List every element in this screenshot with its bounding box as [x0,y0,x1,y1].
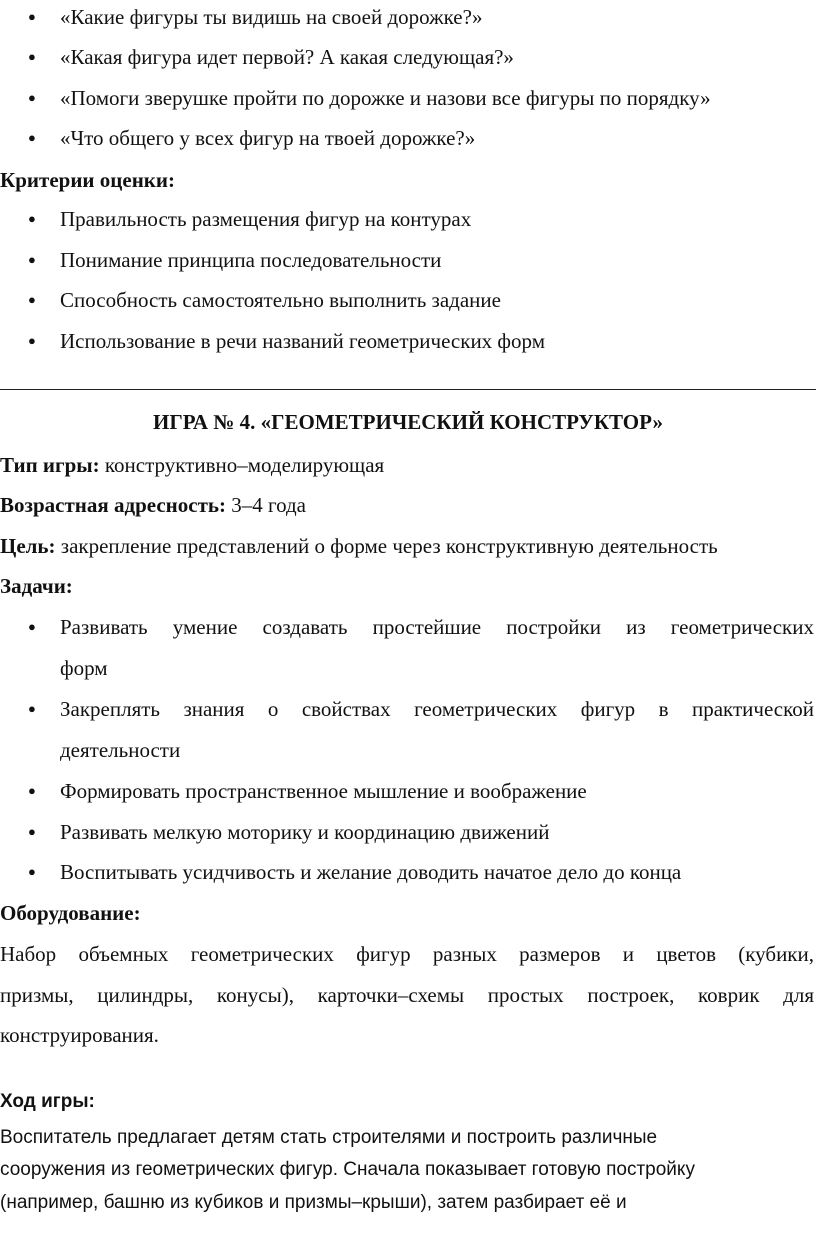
equipment-line: конструирования. [0,1023,159,1047]
criteria-heading: Критерии оценки: [0,168,175,192]
question-item: «Помоги зверушке пройти по дорожке и назови все фигуры по порядку» [60,86,711,110]
equipment-line: призмы, цилиндры, конусы), карточки–схемы простых построек, коврик для [0,983,814,1007]
bullet-icon: ● [28,90,36,105]
tasks-heading: Задачи: [0,574,73,598]
question-item: «Какая фигура идет первой? А какая следующая?» [60,45,514,69]
game-age: Возрастная адресность: 3–4 года [0,493,307,517]
task-item-continued: форм [60,656,108,680]
task-item-continued: деятельности [60,738,181,762]
equipment-heading: Оборудование: [0,901,141,925]
bullet-icon: ● [28,292,36,307]
criteria-item: Использование в речи названий геометрических форм [60,329,546,353]
bullet-icon: ● [28,49,36,64]
course-line: (например, башню из кубиков и призмы–крыши), затем разбирает её и [0,1192,627,1213]
bullet-icon: ● [28,211,36,226]
course-line: сооружения из геометрических фигур. Сначала показывает готовую постройку [0,1159,695,1180]
game-type: Тип игры: конструктивно–моделирующая [0,453,385,477]
task-item: Формировать пространственное мышление и воображение [60,779,587,803]
equipment-line: Набор объемных геометрических фигур разных размеров и цветов (кубики, [0,942,814,966]
game-title: ИГРА № 4. «ГЕОМЕТРИЧЕСКИЙ КОНСТРУКТОР» [153,410,663,434]
bullet-icon: ● [28,9,36,24]
game-goal: Цель: закрепление представлений о форме через конструктивную деятельность [0,534,718,558]
task-item: Развивать умение создавать простейшие постройки из геометрических [60,615,814,639]
bullet-icon: ● [28,619,36,634]
bullet-icon: ● [28,783,36,798]
bullet-icon: ● [28,252,36,267]
bullet-icon: ● [28,701,36,716]
course-line: Воспитатель предлагает детям стать строителями и построить различные [0,1127,658,1148]
task-item: Развивать мелкую моторику и координацию движений [60,820,550,844]
question-item: «Какие фигуры ты видишь на своей дорожке?» [60,5,483,29]
section-divider [0,389,816,390]
task-item: Воспитывать усидчивость и желание доводить начатое дело до конца [60,860,682,884]
bullet-icon: ● [28,333,36,348]
task-item: Закреплять знания о свойствах геометрических фигур в практической [60,697,814,721]
course-heading: Ход игры: [0,1091,95,1112]
bullet-icon: ● [28,864,36,879]
criteria-item: Понимание принципа последовательности [60,248,442,272]
bullet-icon: ● [28,130,36,145]
criteria-item: Способность самостоятельно выполнить задание [60,288,501,312]
criteria-item: Правильность размещения фигур на контурах [60,207,472,231]
bullet-icon: ● [28,824,36,839]
question-item: «Что общего у всех фигур на твоей дорожке?» [60,126,476,150]
